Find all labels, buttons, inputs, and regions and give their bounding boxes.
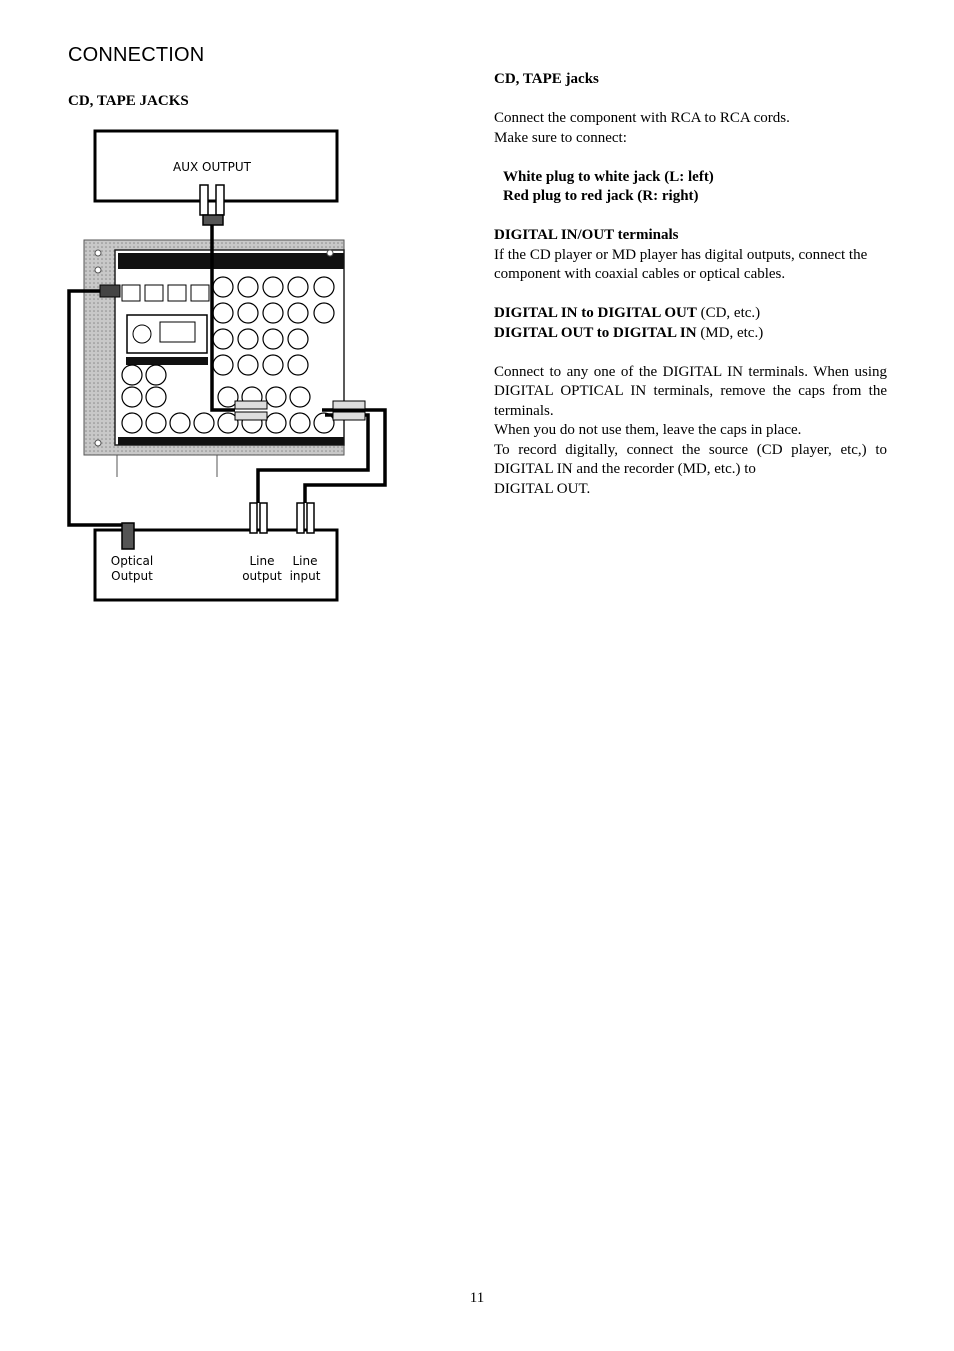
cd-tape-heading: CD, TAPE jacks xyxy=(494,71,599,87)
optical-output-label-1: Optical xyxy=(110,554,154,568)
para5: To record digitally, connect the source (CD player, etc,) to DIGITAL IN and the recorder (MD, etc.) to xyxy=(494,441,887,477)
receiver-rear-panel xyxy=(84,240,344,477)
rule2 xyxy=(494,324,887,344)
rule2-plain: (MD, etc.) xyxy=(696,324,764,341)
page-title: CONNECTION xyxy=(68,44,205,66)
optical-output-label-2: Output xyxy=(111,569,153,583)
section-heading-left: CD, TAPE JACKS xyxy=(68,93,189,109)
para6: DIGITAL OUT. xyxy=(494,480,591,497)
line-output-label-1: Line xyxy=(249,554,275,568)
plug-white: White plug to white jack (L: left) xyxy=(503,168,714,185)
para4: When you do not use them, leave the caps in place. xyxy=(494,422,802,438)
connection-diagram xyxy=(60,125,400,610)
para3: Connect to any one of the DIGITAL IN terminals. When using DIGITAL OPTICAL IN terminals, remove the caps from the terminals. xyxy=(494,363,887,419)
rule1-plain: (CD, etc.) xyxy=(696,305,761,321)
aux-output-label: AUX OUTPUT xyxy=(173,160,251,174)
para1-line2: Make sure to connect: xyxy=(494,129,627,146)
rule2-bold: DIGITAL OUT to DIGITAL IN xyxy=(494,324,697,341)
instructions-column xyxy=(494,70,887,499)
digital-heading: DIGITAL IN/OUT terminals xyxy=(494,227,679,243)
page-number: 11 xyxy=(469,1290,485,1306)
line-output-label-2: output xyxy=(242,569,282,583)
para2: If the CD player or MD player has digital outputs, connect the component with coaxial cables or optical cables. xyxy=(494,246,868,282)
line-input-label-1: Line xyxy=(292,554,318,568)
para1-line1: Connect the component with RCA to RCA cords. xyxy=(494,110,790,126)
rule1 xyxy=(494,304,887,324)
plug-red: Red plug to red jack (R: right) xyxy=(503,188,699,204)
line-input-label-2: input xyxy=(289,569,321,583)
rule1-bold: DIGITAL IN to DIGITAL OUT xyxy=(494,305,697,321)
